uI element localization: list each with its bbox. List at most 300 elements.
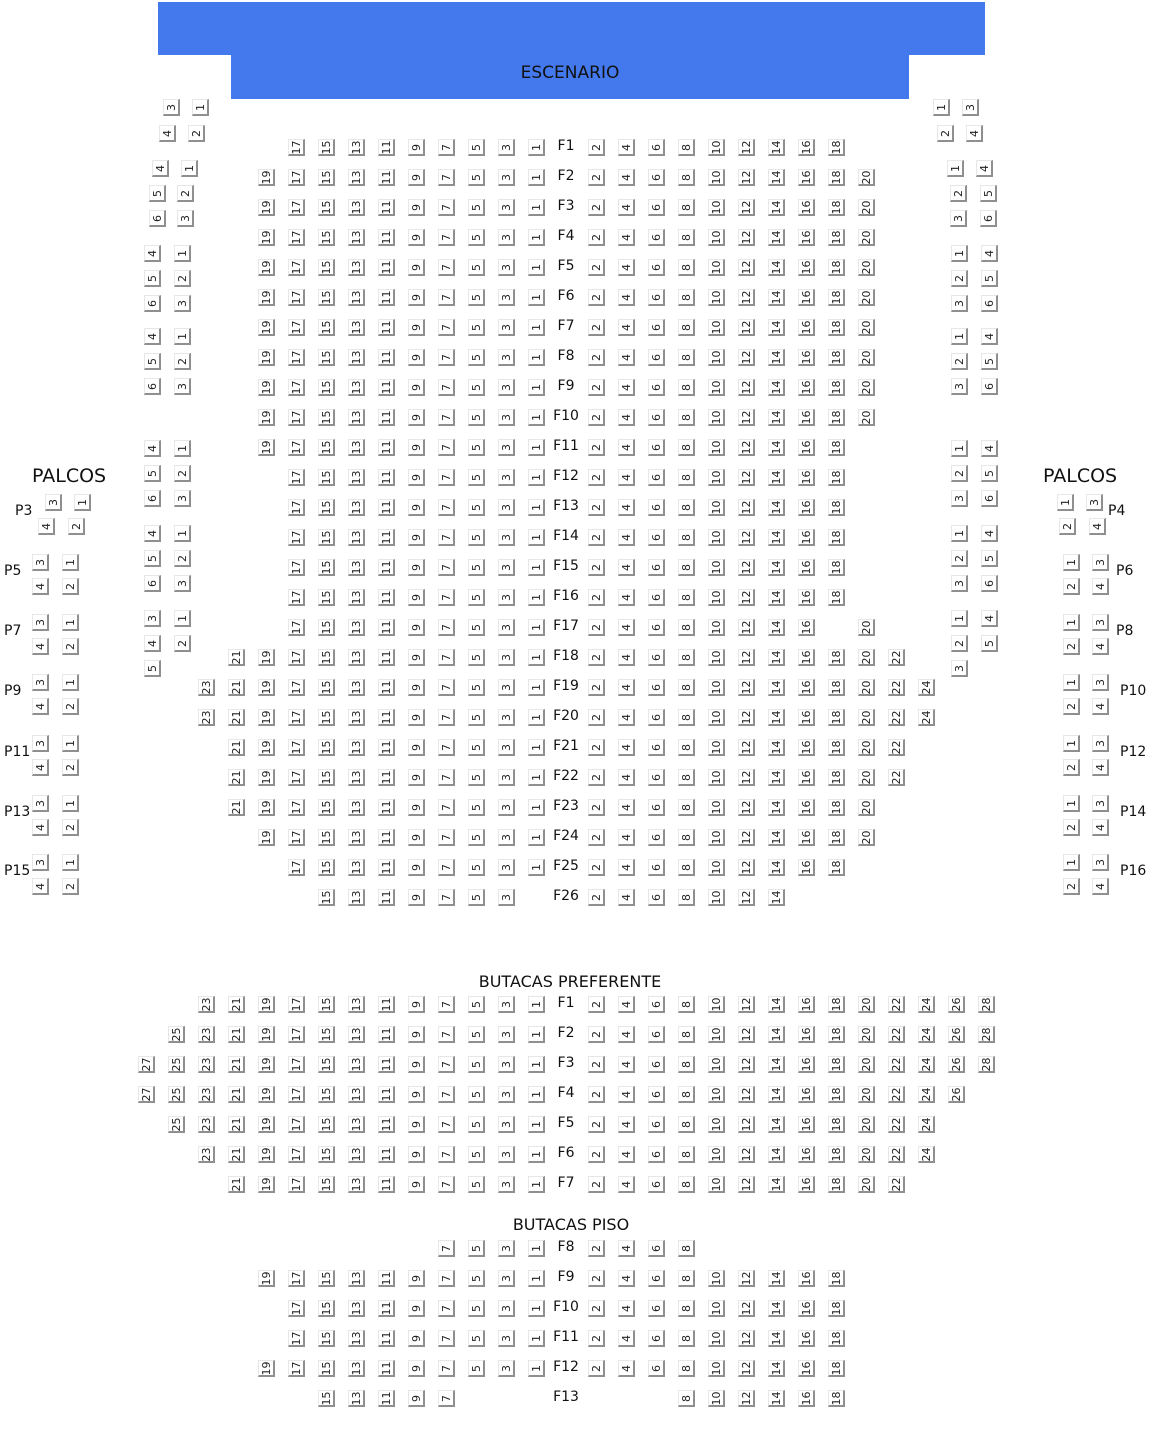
platea-seat[interactable] <box>528 139 545 156</box>
side-right-seat[interactable] <box>933 99 950 116</box>
platea-seat[interactable] <box>468 379 485 396</box>
platea-seat[interactable] <box>738 409 755 426</box>
palco-seat[interactable] <box>1089 518 1106 535</box>
preferente-seat[interactable] <box>858 1086 875 1103</box>
platea-seat[interactable] <box>708 169 725 186</box>
platea-seat[interactable] <box>678 559 695 576</box>
platea-seat[interactable] <box>468 769 485 786</box>
preferente-seat[interactable] <box>318 1116 335 1133</box>
platea-seat[interactable] <box>738 829 755 846</box>
preferente-seat[interactable] <box>288 1176 305 1193</box>
platea-seat[interactable] <box>348 709 365 726</box>
platea-seat[interactable] <box>468 439 485 456</box>
platea-seat[interactable] <box>768 709 785 726</box>
platea-seat[interactable] <box>438 229 455 246</box>
piso-seat[interactable] <box>768 1300 785 1317</box>
platea-seat[interactable] <box>318 289 335 306</box>
platea-seat[interactable] <box>498 469 515 486</box>
preferente-seat[interactable] <box>798 1056 815 1073</box>
side-left-seat[interactable] <box>192 99 209 116</box>
preferente-seat[interactable] <box>828 1146 845 1163</box>
piso-seat[interactable] <box>588 1300 605 1317</box>
preferente-seat[interactable] <box>438 1116 455 1133</box>
platea-seat[interactable] <box>468 679 485 696</box>
platea-seat[interactable] <box>708 859 725 876</box>
side-right-seat[interactable] <box>951 610 968 627</box>
platea-seat[interactable] <box>828 499 845 516</box>
palco-seat[interactable] <box>62 614 79 631</box>
side-right-seat[interactable] <box>937 125 954 142</box>
platea-seat[interactable] <box>258 829 275 846</box>
platea-seat[interactable] <box>738 769 755 786</box>
platea-seat[interactable] <box>468 139 485 156</box>
preferente-seat[interactable] <box>498 1116 515 1133</box>
preferente-seat[interactable] <box>408 1176 425 1193</box>
palco-seat[interactable] <box>62 819 79 836</box>
platea-seat[interactable] <box>618 499 635 516</box>
preferente-seat[interactable] <box>798 1086 815 1103</box>
piso-seat[interactable] <box>678 1360 695 1377</box>
platea-seat[interactable] <box>438 259 455 276</box>
platea-seat[interactable] <box>258 229 275 246</box>
piso-seat[interactable] <box>648 1330 665 1347</box>
platea-seat[interactable] <box>528 319 545 336</box>
platea-seat[interactable] <box>438 319 455 336</box>
side-right-seat[interactable] <box>981 490 998 507</box>
platea-seat[interactable] <box>768 829 785 846</box>
platea-seat[interactable] <box>288 319 305 336</box>
platea-seat[interactable] <box>468 229 485 246</box>
platea-seat[interactable] <box>768 859 785 876</box>
platea-seat[interactable] <box>648 859 665 876</box>
platea-seat[interactable] <box>588 619 605 636</box>
palco-seat[interactable] <box>32 578 49 595</box>
platea-seat[interactable] <box>648 289 665 306</box>
platea-seat[interactable] <box>438 499 455 516</box>
platea-seat[interactable] <box>258 799 275 816</box>
platea-seat[interactable] <box>618 139 635 156</box>
platea-seat[interactable] <box>648 559 665 576</box>
platea-seat[interactable] <box>708 559 725 576</box>
preferente-seat[interactable] <box>678 1026 695 1043</box>
platea-seat[interactable] <box>528 289 545 306</box>
platea-seat[interactable] <box>888 649 905 666</box>
piso-seat[interactable] <box>588 1330 605 1347</box>
preferente-seat[interactable] <box>648 1056 665 1073</box>
platea-seat[interactable] <box>468 649 485 666</box>
piso-seat[interactable] <box>318 1300 335 1317</box>
palco-seat[interactable] <box>1092 735 1109 752</box>
platea-seat[interactable] <box>318 379 335 396</box>
platea-seat[interactable] <box>378 319 395 336</box>
palco-seat[interactable] <box>32 698 49 715</box>
platea-seat[interactable] <box>438 409 455 426</box>
platea-seat[interactable] <box>288 439 305 456</box>
piso-seat[interactable] <box>798 1360 815 1377</box>
preferente-seat[interactable] <box>378 1116 395 1133</box>
platea-seat[interactable] <box>438 439 455 456</box>
platea-seat[interactable] <box>588 289 605 306</box>
side-left-seat[interactable] <box>174 270 191 287</box>
preferente-seat[interactable] <box>828 1176 845 1193</box>
preferente-seat[interactable] <box>588 1146 605 1163</box>
side-right-seat[interactable] <box>962 99 979 116</box>
preferente-seat[interactable] <box>468 1146 485 1163</box>
platea-seat[interactable] <box>588 229 605 246</box>
piso-seat[interactable] <box>468 1330 485 1347</box>
platea-seat[interactable] <box>378 739 395 756</box>
platea-seat[interactable] <box>858 379 875 396</box>
piso-seat[interactable] <box>708 1360 725 1377</box>
platea-seat[interactable] <box>348 319 365 336</box>
platea-seat[interactable] <box>708 319 725 336</box>
platea-seat[interactable] <box>798 139 815 156</box>
preferente-seat[interactable] <box>528 996 545 1013</box>
side-right-seat[interactable] <box>951 525 968 542</box>
preferente-seat[interactable] <box>228 1056 245 1073</box>
platea-seat[interactable] <box>828 169 845 186</box>
piso-seat[interactable] <box>318 1390 335 1407</box>
platea-seat[interactable] <box>828 289 845 306</box>
side-left-seat[interactable] <box>144 440 161 457</box>
piso-seat[interactable] <box>828 1360 845 1377</box>
platea-seat[interactable] <box>768 199 785 216</box>
preferente-seat[interactable] <box>198 1086 215 1103</box>
platea-seat[interactable] <box>798 349 815 366</box>
piso-seat[interactable] <box>438 1390 455 1407</box>
platea-seat[interactable] <box>648 319 665 336</box>
palco-seat[interactable] <box>1063 878 1080 895</box>
platea-seat[interactable] <box>528 169 545 186</box>
platea-seat[interactable] <box>798 799 815 816</box>
platea-seat[interactable] <box>408 829 425 846</box>
side-right-seat[interactable] <box>981 378 998 395</box>
platea-seat[interactable] <box>738 379 755 396</box>
platea-seat[interactable] <box>828 469 845 486</box>
platea-seat[interactable] <box>498 739 515 756</box>
palco-seat[interactable] <box>32 878 49 895</box>
piso-seat[interactable] <box>798 1330 815 1347</box>
platea-seat[interactable] <box>738 349 755 366</box>
piso-seat[interactable] <box>708 1330 725 1347</box>
platea-seat[interactable] <box>768 349 785 366</box>
platea-seat[interactable] <box>888 739 905 756</box>
platea-seat[interactable] <box>738 559 755 576</box>
preferente-seat[interactable] <box>168 1086 185 1103</box>
side-left-seat[interactable] <box>149 210 166 227</box>
side-right-seat[interactable] <box>981 610 998 627</box>
platea-seat[interactable] <box>678 649 695 666</box>
platea-seat[interactable] <box>738 499 755 516</box>
preferente-seat[interactable] <box>198 1026 215 1043</box>
platea-seat[interactable] <box>678 349 695 366</box>
preferente-seat[interactable] <box>708 1056 725 1073</box>
platea-seat[interactable] <box>318 709 335 726</box>
platea-seat[interactable] <box>708 769 725 786</box>
preferente-seat[interactable] <box>348 1056 365 1073</box>
piso-seat[interactable] <box>768 1390 785 1407</box>
platea-seat[interactable] <box>648 349 665 366</box>
preferente-seat[interactable] <box>768 1086 785 1103</box>
platea-seat[interactable] <box>768 589 785 606</box>
platea-seat[interactable] <box>498 229 515 246</box>
preferente-seat[interactable] <box>378 996 395 1013</box>
preferente-seat[interactable] <box>468 996 485 1013</box>
platea-seat[interactable] <box>318 829 335 846</box>
platea-seat[interactable] <box>258 769 275 786</box>
platea-seat[interactable] <box>528 589 545 606</box>
palco-seat[interactable] <box>32 854 49 871</box>
platea-seat[interactable] <box>738 649 755 666</box>
preferente-seat[interactable] <box>588 1086 605 1103</box>
platea-seat[interactable] <box>678 439 695 456</box>
platea-seat[interactable] <box>678 739 695 756</box>
preferente-seat[interactable] <box>738 1146 755 1163</box>
preferente-seat[interactable] <box>888 1026 905 1043</box>
piso-seat[interactable] <box>348 1270 365 1287</box>
preferente-seat[interactable] <box>438 996 455 1013</box>
platea-seat[interactable] <box>738 889 755 906</box>
platea-seat[interactable] <box>588 589 605 606</box>
platea-seat[interactable] <box>648 379 665 396</box>
platea-seat[interactable] <box>258 739 275 756</box>
platea-seat[interactable] <box>228 769 245 786</box>
side-left-seat[interactable] <box>177 185 194 202</box>
platea-seat[interactable] <box>648 469 665 486</box>
preferente-seat[interactable] <box>708 1026 725 1043</box>
platea-seat[interactable] <box>858 169 875 186</box>
platea-seat[interactable] <box>438 829 455 846</box>
platea-seat[interactable] <box>588 139 605 156</box>
piso-seat[interactable] <box>618 1360 635 1377</box>
platea-seat[interactable] <box>438 859 455 876</box>
side-right-seat[interactable] <box>976 160 993 177</box>
palco-seat[interactable] <box>1063 819 1080 836</box>
piso-seat[interactable] <box>648 1240 665 1257</box>
platea-seat[interactable] <box>528 679 545 696</box>
platea-seat[interactable] <box>828 319 845 336</box>
piso-seat[interactable] <box>348 1300 365 1317</box>
platea-seat[interactable] <box>408 589 425 606</box>
piso-seat[interactable] <box>648 1300 665 1317</box>
platea-seat[interactable] <box>678 379 695 396</box>
side-left-seat[interactable] <box>174 550 191 567</box>
preferente-seat[interactable] <box>498 1176 515 1193</box>
platea-seat[interactable] <box>468 739 485 756</box>
preferente-seat[interactable] <box>228 1146 245 1163</box>
platea-seat[interactable] <box>678 199 695 216</box>
platea-seat[interactable] <box>648 889 665 906</box>
platea-seat[interactable] <box>348 349 365 366</box>
preferente-seat[interactable] <box>198 996 215 1013</box>
platea-seat[interactable] <box>798 589 815 606</box>
preferente-seat[interactable] <box>288 1026 305 1043</box>
platea-seat[interactable] <box>348 649 365 666</box>
platea-seat[interactable] <box>228 739 245 756</box>
platea-seat[interactable] <box>798 679 815 696</box>
piso-seat[interactable] <box>378 1300 395 1317</box>
preferente-seat[interactable] <box>918 1116 935 1133</box>
preferente-seat[interactable] <box>588 1176 605 1193</box>
platea-seat[interactable] <box>498 529 515 546</box>
platea-seat[interactable] <box>468 499 485 516</box>
preferente-seat[interactable] <box>858 1146 875 1163</box>
platea-seat[interactable] <box>438 289 455 306</box>
preferente-seat[interactable] <box>768 1176 785 1193</box>
platea-seat[interactable] <box>288 289 305 306</box>
palco-seat[interactable] <box>1092 638 1109 655</box>
platea-seat[interactable] <box>858 649 875 666</box>
preferente-seat[interactable] <box>168 1056 185 1073</box>
platea-seat[interactable] <box>648 499 665 516</box>
platea-seat[interactable] <box>588 559 605 576</box>
preferente-seat[interactable] <box>378 1146 395 1163</box>
piso-seat[interactable] <box>288 1360 305 1377</box>
platea-seat[interactable] <box>408 379 425 396</box>
platea-seat[interactable] <box>378 469 395 486</box>
platea-seat[interactable] <box>708 289 725 306</box>
platea-seat[interactable] <box>408 619 425 636</box>
preferente-seat[interactable] <box>408 1056 425 1073</box>
side-left-seat[interactable] <box>144 610 161 627</box>
platea-seat[interactable] <box>438 139 455 156</box>
platea-seat[interactable] <box>228 709 245 726</box>
platea-seat[interactable] <box>378 439 395 456</box>
preferente-seat[interactable] <box>618 1056 635 1073</box>
palco-seat[interactable] <box>32 554 49 571</box>
platea-seat[interactable] <box>588 769 605 786</box>
preferente-seat[interactable] <box>798 1146 815 1163</box>
palco-seat[interactable] <box>45 494 62 511</box>
platea-seat[interactable] <box>768 529 785 546</box>
platea-seat[interactable] <box>798 499 815 516</box>
preferente-seat[interactable] <box>798 1176 815 1193</box>
platea-seat[interactable] <box>528 709 545 726</box>
platea-seat[interactable] <box>468 889 485 906</box>
platea-seat[interactable] <box>378 199 395 216</box>
platea-seat[interactable] <box>348 409 365 426</box>
platea-seat[interactable] <box>618 859 635 876</box>
platea-seat[interactable] <box>468 619 485 636</box>
piso-seat[interactable] <box>468 1300 485 1317</box>
platea-seat[interactable] <box>228 679 245 696</box>
platea-seat[interactable] <box>258 409 275 426</box>
preferente-seat[interactable] <box>228 1116 245 1133</box>
platea-seat[interactable] <box>588 319 605 336</box>
piso-seat[interactable] <box>588 1360 605 1377</box>
platea-seat[interactable] <box>918 679 935 696</box>
platea-seat[interactable] <box>378 259 395 276</box>
preferente-seat[interactable] <box>498 996 515 1013</box>
side-left-seat[interactable] <box>174 490 191 507</box>
platea-seat[interactable] <box>258 349 275 366</box>
platea-seat[interactable] <box>378 589 395 606</box>
platea-seat[interactable] <box>768 559 785 576</box>
platea-seat[interactable] <box>288 199 305 216</box>
platea-seat[interactable] <box>768 799 785 816</box>
piso-seat[interactable] <box>288 1300 305 1317</box>
platea-seat[interactable] <box>348 379 365 396</box>
platea-seat[interactable] <box>648 139 665 156</box>
platea-seat[interactable] <box>438 199 455 216</box>
platea-seat[interactable] <box>288 679 305 696</box>
preferente-seat[interactable] <box>228 1086 245 1103</box>
platea-seat[interactable] <box>528 859 545 876</box>
platea-seat[interactable] <box>288 739 305 756</box>
platea-seat[interactable] <box>378 499 395 516</box>
preferente-seat[interactable] <box>138 1086 155 1103</box>
platea-seat[interactable] <box>738 199 755 216</box>
platea-seat[interactable] <box>708 439 725 456</box>
side-right-seat[interactable] <box>981 525 998 542</box>
piso-seat[interactable] <box>258 1360 275 1377</box>
platea-seat[interactable] <box>378 679 395 696</box>
platea-seat[interactable] <box>498 379 515 396</box>
preferente-seat[interactable] <box>708 996 725 1013</box>
platea-seat[interactable] <box>828 199 845 216</box>
palco-seat[interactable] <box>1063 554 1080 571</box>
platea-seat[interactable] <box>618 199 635 216</box>
platea-seat[interactable] <box>528 259 545 276</box>
platea-seat[interactable] <box>678 829 695 846</box>
platea-seat[interactable] <box>828 349 845 366</box>
piso-seat[interactable] <box>378 1360 395 1377</box>
platea-seat[interactable] <box>828 379 845 396</box>
platea-seat[interactable] <box>498 589 515 606</box>
platea-seat[interactable] <box>618 799 635 816</box>
platea-seat[interactable] <box>678 469 695 486</box>
platea-seat[interactable] <box>828 529 845 546</box>
preferente-seat[interactable] <box>948 996 965 1013</box>
piso-seat[interactable] <box>378 1390 395 1407</box>
platea-seat[interactable] <box>678 679 695 696</box>
platea-seat[interactable] <box>708 229 725 246</box>
preferente-seat[interactable] <box>648 996 665 1013</box>
platea-seat[interactable] <box>258 289 275 306</box>
palco-seat[interactable] <box>32 735 49 752</box>
preferente-seat[interactable] <box>858 1116 875 1133</box>
platea-seat[interactable] <box>348 769 365 786</box>
platea-seat[interactable] <box>708 259 725 276</box>
platea-seat[interactable] <box>618 889 635 906</box>
platea-seat[interactable] <box>618 619 635 636</box>
side-right-seat[interactable] <box>981 353 998 370</box>
preferente-seat[interactable] <box>228 1026 245 1043</box>
platea-seat[interactable] <box>678 589 695 606</box>
platea-seat[interactable] <box>648 409 665 426</box>
platea-seat[interactable] <box>348 529 365 546</box>
platea-seat[interactable] <box>318 199 335 216</box>
preferente-seat[interactable] <box>318 1026 335 1043</box>
preferente-seat[interactable] <box>438 1026 455 1043</box>
platea-seat[interactable] <box>318 769 335 786</box>
platea-seat[interactable] <box>498 559 515 576</box>
platea-seat[interactable] <box>828 139 845 156</box>
platea-seat[interactable] <box>588 439 605 456</box>
preferente-seat[interactable] <box>978 1056 995 1073</box>
side-right-seat[interactable] <box>950 210 967 227</box>
preferente-seat[interactable] <box>408 1086 425 1103</box>
palco-seat[interactable] <box>74 494 91 511</box>
preferente-seat[interactable] <box>288 1086 305 1103</box>
side-left-seat[interactable] <box>144 270 161 287</box>
platea-seat[interactable] <box>408 739 425 756</box>
platea-seat[interactable] <box>288 709 305 726</box>
platea-seat[interactable] <box>378 619 395 636</box>
platea-seat[interactable] <box>348 289 365 306</box>
piso-seat[interactable] <box>828 1330 845 1347</box>
preferente-seat[interactable] <box>888 1116 905 1133</box>
